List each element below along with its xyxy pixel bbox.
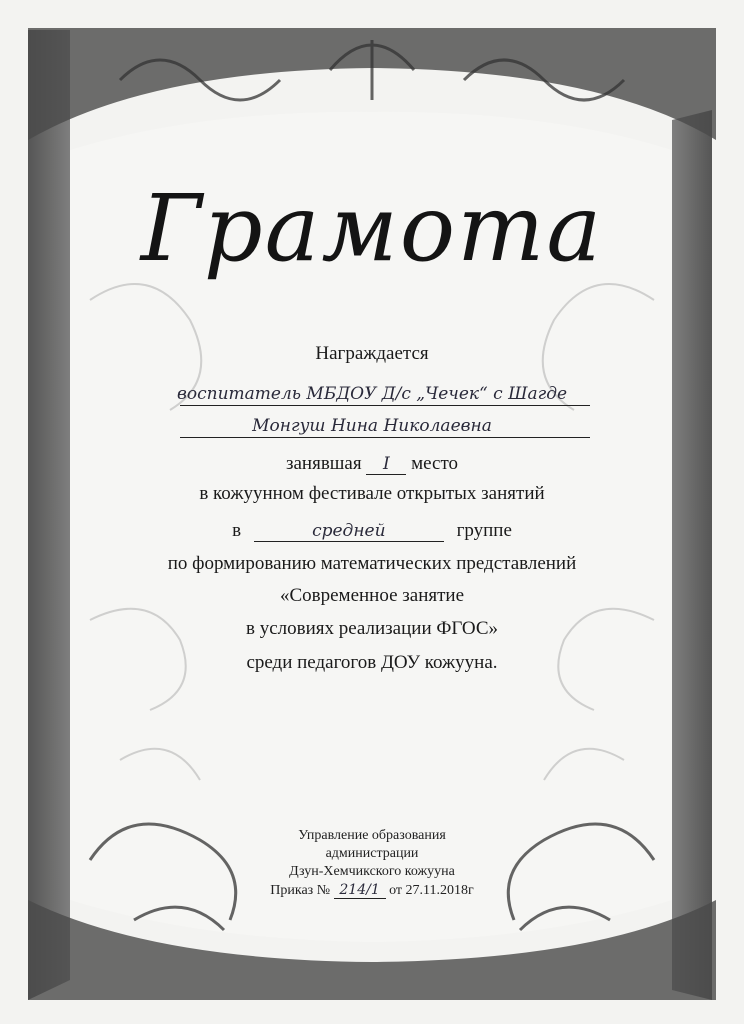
recipient-underline-1 bbox=[180, 405, 590, 406]
quote-line-1: «Современное занятие bbox=[279, 585, 465, 606]
group-value: средней bbox=[254, 521, 444, 542]
order-number: 214/1 bbox=[334, 882, 386, 899]
quote-line-2: в условиях реализации ФГОС» bbox=[245, 618, 499, 639]
recipient-line2: Монгуш Нина Николаевна bbox=[252, 416, 492, 436]
footer-line-1: Управление образования bbox=[298, 828, 446, 843]
audience-line: среди педагогов ДОУ кожууна. bbox=[246, 652, 498, 673]
order-prefix: Приказ № bbox=[270, 883, 331, 898]
certificate-title: Грамота bbox=[140, 175, 604, 282]
group-line bbox=[0, 520, 744, 542]
place-value: I bbox=[366, 454, 406, 475]
place-prefix: занявшая bbox=[285, 453, 362, 474]
recipient-underline-2 bbox=[180, 437, 590, 438]
footer-line-2: администрации bbox=[325, 846, 419, 861]
place-line bbox=[0, 453, 744, 475]
group-suffix: группе bbox=[456, 520, 512, 541]
footer-line-3: Дзун-Хемчикского кожууна bbox=[289, 864, 455, 879]
place-suffix: место bbox=[411, 453, 459, 474]
awarded-label: Награждается bbox=[315, 343, 429, 364]
order-suffix: от 27.11.2018г bbox=[389, 883, 474, 898]
festival-line: в кожуунном фестивале открытых занятий bbox=[199, 483, 545, 504]
footer-order-line bbox=[0, 882, 744, 899]
group-prefix: в bbox=[232, 520, 242, 541]
recipient-line1: воспитатель МБДОУ Д/с „Чечек“ с Шагде bbox=[176, 384, 568, 404]
topic-line: по формированию математических представлений bbox=[167, 553, 577, 574]
